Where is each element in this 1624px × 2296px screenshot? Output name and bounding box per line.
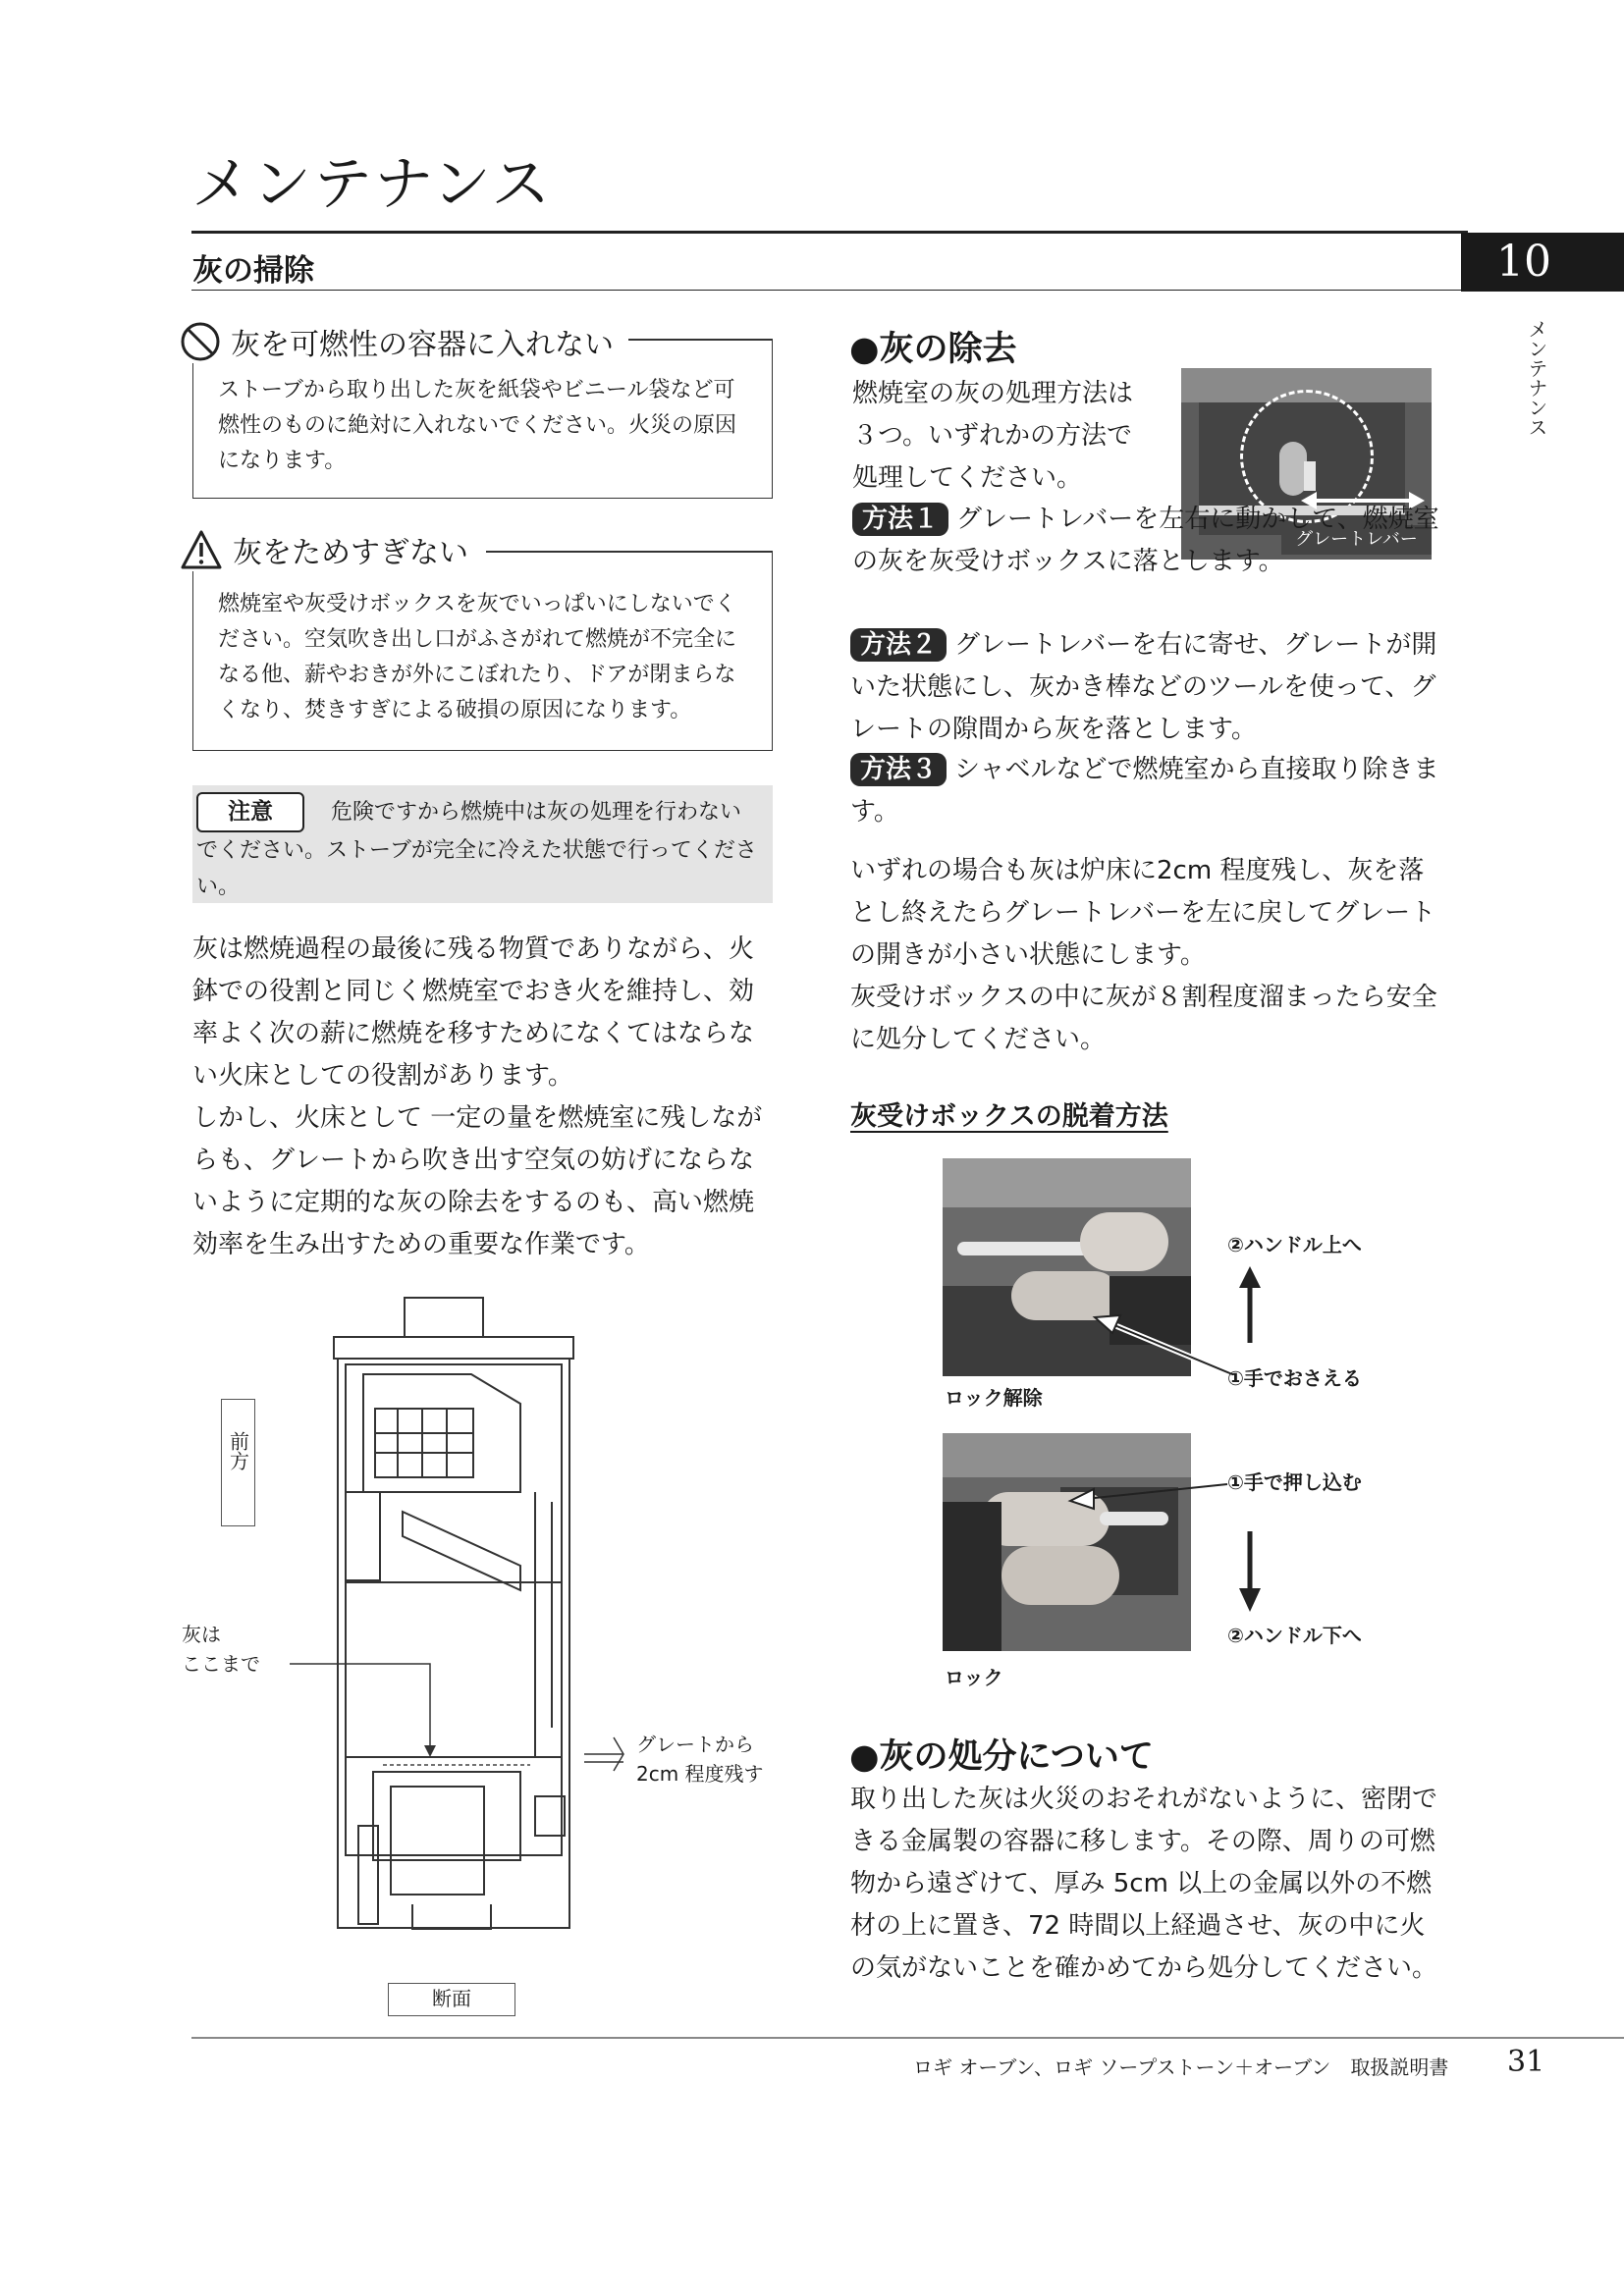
method-3 xyxy=(850,749,1439,833)
method-2-tag: 方法２ xyxy=(850,628,947,662)
intro-paragraph-1: 灰は燃焼過程の最後に残る物質でありながら、火鉢での役割と同じく燃焼室でおき火を維持し、効率よく次の薪に燃焼を移すためになくてはならない火床としての役割があります。 xyxy=(192,934,755,1091)
ash-label-line-2: ここまで xyxy=(182,1652,260,1676)
warning-2-heading-text: 灰をためすぎない xyxy=(233,536,468,570)
unlock-step-2: ②ハンドル上へ xyxy=(1227,1233,1362,1256)
stove-cross-section-diagram xyxy=(324,1296,584,1958)
warning-1-heading-text: 灰を可燃性の容器に入れない xyxy=(231,328,614,362)
method-1-text: グレートレバーを左右に動かして、燃焼室の灰を灰受けボックスに落とします。 xyxy=(852,505,1439,576)
side-tab-text: メンテナンス xyxy=(1525,319,1548,437)
down-arrow-icon xyxy=(1235,1531,1265,1612)
removal-heading: ●灰の除去 xyxy=(849,330,1017,369)
up-arrow-icon xyxy=(1235,1266,1265,1345)
disposal-body: 取り出した灰は火災のおそれがないように、密閉できる金属製の容器に移します。その際、周りの可燃物から遠ざけて、厚み 5cm 以上の金属以外の不燃材の上に置き、72 時間以上経過させ、灰の中に火の気がないことを確かめてから処分してください。 xyxy=(850,1785,1438,1983)
removal-note-1: いずれの場合も灰は炉床に2cm 程度残し、灰を落とし終えたらグレートレバーを左に戻してグレートの開きが小さい状態にします。 xyxy=(850,856,1436,970)
intro-paragraph-2: しかし、火床として 一定の量を燃焼室に残しながらも、グレートから吹き出す空気の妨げにならないように定期的な灰の除去をするのも、高い燃焼効率を生み出すための重要な作業です。 xyxy=(192,1103,763,1259)
grate-label-line-1: グレートから xyxy=(636,1733,754,1756)
warning-1-body: ストーブから取り出した灰を紙袋やビニール袋など可燃性のものに絶対に入れないでください。火災の原因になります。 xyxy=(218,378,737,473)
box-removal-heading: 灰受けボックスの脱着方法 xyxy=(850,1101,1168,1132)
grate-lever-label: グレートレバー xyxy=(1281,525,1432,555)
caution-icon xyxy=(180,529,223,570)
header-rule-bottom xyxy=(191,290,1468,291)
method-3-text: シャベルなどで燃焼室から直接取り除きます。 xyxy=(850,755,1439,827)
unlock-step-1: ①手でおさえる xyxy=(1227,1366,1362,1390)
side-tab xyxy=(1517,319,1556,442)
lock-step-2: ②ハンドル下へ xyxy=(1227,1624,1362,1647)
note-body: 危険ですから燃焼中は灰の処理を行わないでください。ストーブが完全に冷えた状態で行ってください。 xyxy=(196,800,757,899)
front-label-box xyxy=(221,1399,255,1526)
ash-level-label xyxy=(182,1620,260,1679)
footer-text: ロギ オーブン、ロギ ソープストーン＋オーブン 取扱説明書 xyxy=(913,2056,1449,2079)
removal-note-2: 灰受けボックスの中に灰が８割程度溜まったら安全に処分してください。 xyxy=(850,983,1437,1054)
lock-photo xyxy=(943,1433,1191,1651)
method-1-tag: 方法１ xyxy=(852,503,948,536)
unlock-pointer xyxy=(1085,1306,1237,1384)
page-title: メンテナンス xyxy=(191,150,553,219)
warning-2-heading xyxy=(180,528,482,571)
removal-notes xyxy=(850,850,1439,1061)
warning-1-heading xyxy=(180,320,627,363)
note-content xyxy=(196,792,761,905)
lock-step-1: ①手で押し込む xyxy=(1227,1470,1362,1494)
section-title: 灰の掃除 xyxy=(192,253,314,289)
unlock-caption: ロック解除 xyxy=(945,1386,1043,1410)
lock-caption: ロック xyxy=(945,1666,1003,1689)
chapter-number: 10 xyxy=(1461,233,1624,292)
ash-label-line-1: 灰は xyxy=(182,1623,221,1646)
page-number: 31 xyxy=(1507,2045,1545,2079)
grate-label-line-2: 2cm 程度残す xyxy=(636,1762,764,1786)
grate-label xyxy=(636,1730,764,1789)
method-1 xyxy=(850,499,1439,583)
header-rule xyxy=(191,231,1468,234)
warning-2-body: 燃焼室や灰受けボックスを灰でいっぱいにしないでください。空気吹き出し口がふさがれて燃焼が不完全になる他、薪やおきが外にこぼれたり、ドアが閉まらなくなり、焚きすぎによる破損の原因になります。 xyxy=(218,592,737,722)
method-3-tag: 方法３ xyxy=(850,753,947,786)
removal-intro: 燃焼室の灰の処理方法は３つ。いずれかの方法で処理してください。 xyxy=(852,379,1134,493)
footer-rule xyxy=(191,2037,1624,2039)
front-label: 前方 xyxy=(226,1431,250,1470)
note-tag: 注意 xyxy=(196,792,304,832)
removal-methods xyxy=(850,499,1439,583)
intro-text xyxy=(192,929,778,1266)
prohibited-icon xyxy=(180,321,221,362)
disposal-heading: ●灰の処分について xyxy=(849,1737,1154,1777)
method-2 xyxy=(850,624,1439,751)
warning-box-1-top xyxy=(628,339,773,341)
ash-level-pointer xyxy=(285,1659,442,1767)
grate-gap-marker xyxy=(584,1730,633,1779)
diagram-caption: 断面 xyxy=(388,1983,515,2016)
lock-pointer xyxy=(1060,1477,1232,1517)
warning-box-2-top xyxy=(486,551,773,553)
method-2-text: グレートレバーを右に寄せ、グレートが開いた状態にし、灰かき棒などのツールを使って、グレートの隙間から灰を落とします。 xyxy=(850,630,1437,744)
